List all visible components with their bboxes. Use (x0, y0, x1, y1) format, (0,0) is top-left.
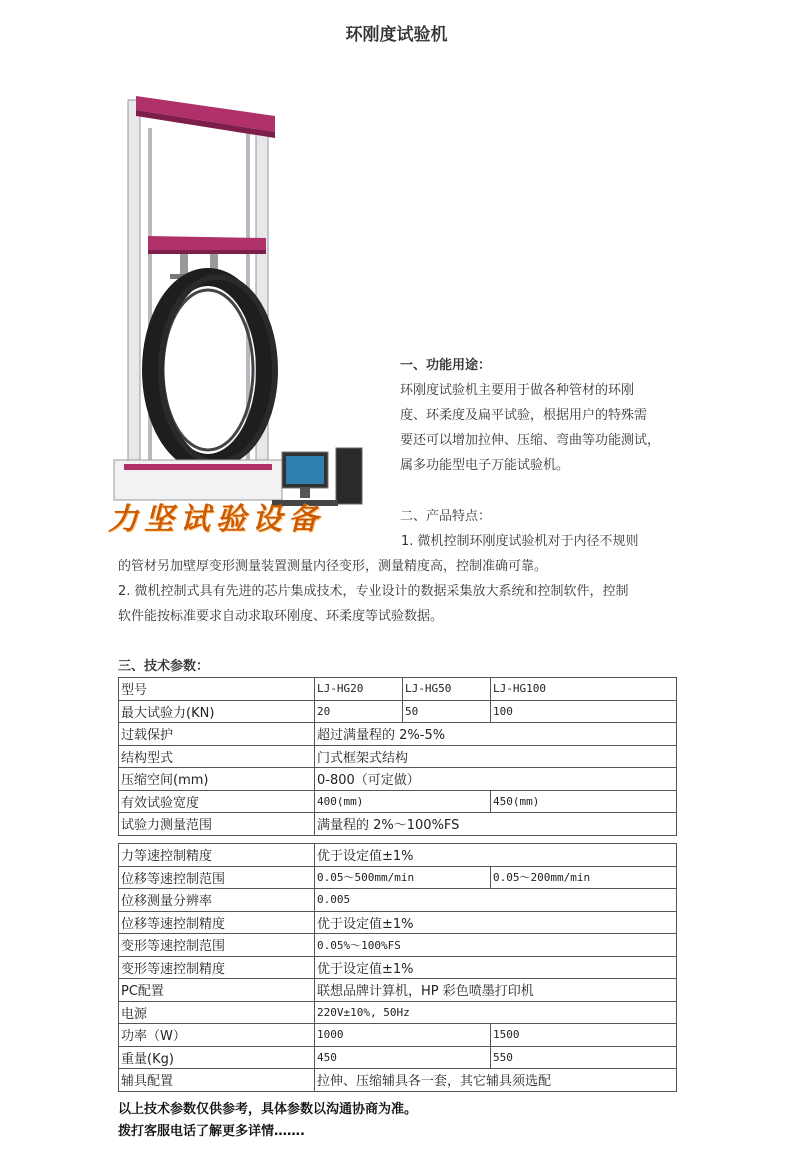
spec-value: LJ-HG20 (315, 678, 403, 701)
spec-value: 门式框架式结构 (315, 745, 677, 768)
section-usage-heading: 一、功能用途： (400, 358, 492, 373)
spec-value: LJ-HG50 (403, 678, 491, 701)
table-row (119, 844, 677, 867)
spec-value: 220V±10%, 50Hz (315, 1001, 677, 1024)
table-row (119, 866, 677, 889)
feature-line: 1. 微机控制环刚度试验机对于内径不规则 (401, 534, 639, 549)
spec-label: 型号 (119, 678, 315, 701)
table-row (119, 790, 677, 813)
spec-label: 过载保护 (119, 723, 315, 746)
table-row (119, 911, 677, 934)
spec-value: 0-800（可定做） (315, 768, 677, 791)
feature-line: 软件能按标准要求自动求取环刚度、环柔度等试验数据。 (118, 609, 444, 624)
spec-label: 变形等速控制范围 (119, 934, 315, 957)
feature-line: 2. 微机控制式具有先进的芯片集成技术，专业设计的数据采集放大系统和控制软件，控制 (118, 584, 629, 599)
table-row (119, 956, 677, 979)
spec-label: 位移等速控制精度 (119, 911, 315, 934)
spec-label: 有效试验宽度 (119, 790, 315, 813)
spec-label: 结构型式 (119, 745, 315, 768)
spec-label: 位移测量分辨率 (119, 889, 315, 912)
spec-value: 550 (491, 1046, 677, 1069)
section-usage-line: 度、环柔度及扁平试验，根据用户的特殊需 (400, 408, 648, 423)
spec-value: 0.05～200mm/min (491, 866, 677, 889)
spec-value: 450(mm) (491, 790, 677, 813)
spec-label: 辅具配置 (119, 1069, 315, 1092)
table-row (119, 723, 677, 746)
page-title: 环刚度试验机 (345, 25, 448, 45)
spec-value: 450 (315, 1046, 491, 1069)
spec-value: 满量程的 2%～100%FS (315, 813, 677, 836)
section-features-heading: 二、产品特点： (400, 509, 492, 524)
spec-label: 重量(Kg) (119, 1046, 315, 1069)
spec-value: 100 (491, 700, 677, 723)
spec-value: 400(mm) (315, 790, 491, 813)
spec-label: 位移等速控制范围 (119, 866, 315, 889)
table-row (119, 1001, 677, 1024)
spec-label: 最大试验力(KN) (119, 700, 315, 723)
footer-contact: 拨打客服电话了解更多详情……. (118, 1124, 305, 1139)
section-usage-line: 要还可以增加拉伸、压缩、弯曲等功能测试， (400, 433, 661, 448)
spec-value: 1000 (315, 1024, 491, 1047)
section-usage-line: 环刚度试验机主要用于做各种管材的环刚 (400, 383, 635, 398)
spec-label: 功率（W） (119, 1024, 315, 1047)
spec-label: 力等速控制精度 (119, 844, 315, 867)
table-row (119, 1069, 677, 1092)
table-row (119, 1046, 677, 1069)
footer-note: 以上技术参数仅供参考，具体参数以沟通协商为准。 (118, 1102, 418, 1117)
section-specs-heading: 三、技术参数： (118, 659, 210, 674)
spec-value: 优于设定值±1% (315, 956, 677, 979)
spec-value: 超过满量程的 2%-5% (315, 723, 677, 746)
spec-value: 50 (403, 700, 491, 723)
product-image (100, 88, 390, 528)
table-row (119, 979, 677, 1002)
spec-value: 1500 (491, 1024, 677, 1047)
spec-label: 电源 (119, 1001, 315, 1024)
table-row (119, 745, 677, 768)
table-row (119, 678, 677, 701)
spec-value: LJ-HG100 (491, 678, 677, 701)
table-row (119, 700, 677, 723)
spec-value: 优于设定值±1% (315, 911, 677, 934)
spec-label: 试验力测量范围 (119, 813, 315, 836)
spec-value: 0.005 (315, 889, 677, 912)
table-row (119, 813, 677, 836)
table-row (119, 768, 677, 791)
spec-value: 联想品牌计算机，HP 彩色喷墨打印机 (315, 979, 677, 1002)
watermark: 力坚试验设备 (108, 502, 324, 537)
section-features (118, 529, 688, 629)
table-row (119, 1024, 677, 1047)
spec-value: 拉伸、压缩辅具各一套，其它辅具须选配 (315, 1069, 677, 1092)
spec-label: 变形等速控制精度 (119, 956, 315, 979)
spec-value: 20 (315, 700, 403, 723)
spec-table-2 (118, 843, 677, 1092)
spec-value: 0.05～500mm/min (315, 866, 491, 889)
spec-value: 0.05%～100%FS (315, 934, 677, 957)
section-usage (400, 353, 690, 478)
table-row (119, 934, 677, 957)
feature-line: 的管材另加壁厚变形测量装置测量内径变形，测量精度高，控制准确可靠。 (118, 559, 548, 574)
table-row (119, 889, 677, 912)
spec-table-1 (118, 677, 677, 836)
section-usage-line: 属多功能型电子万能试验机。 (400, 458, 570, 473)
spec-label: 压缩空间(mm) (119, 768, 315, 791)
spec-value: 优于设定值±1% (315, 844, 677, 867)
spec-label: PC配置 (119, 979, 315, 1002)
